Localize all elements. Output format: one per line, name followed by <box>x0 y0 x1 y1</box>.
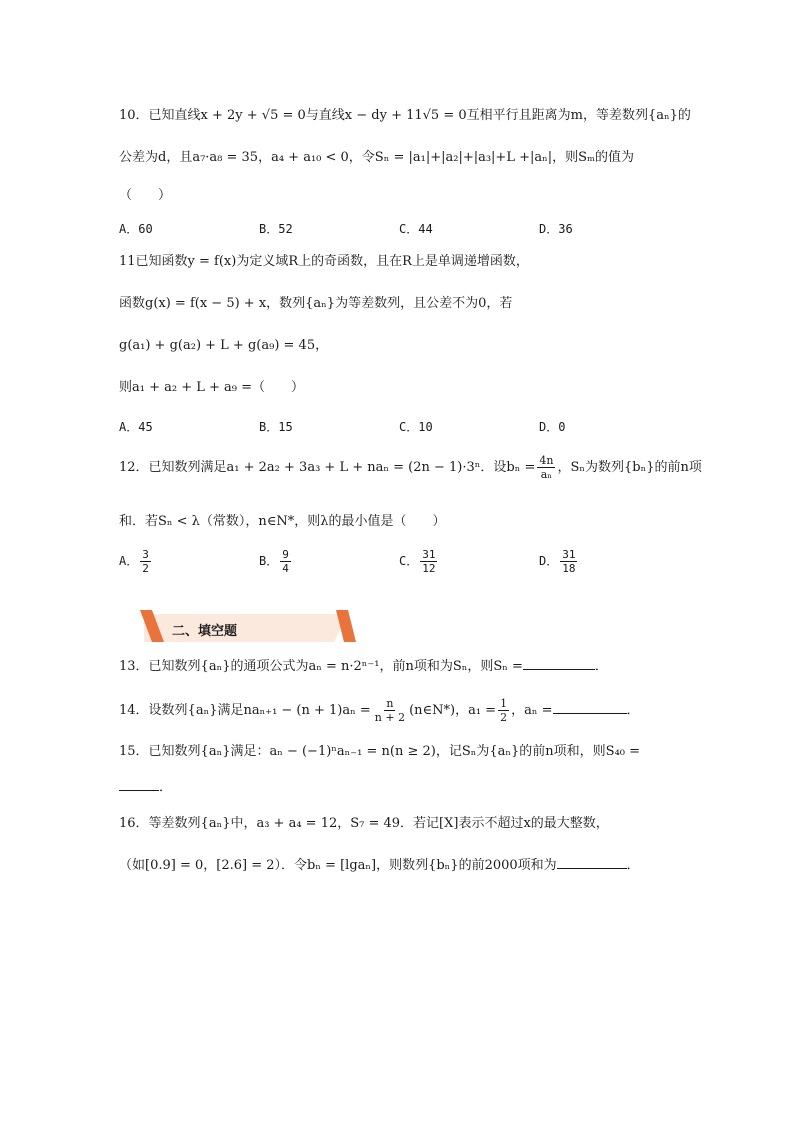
q12-option-c <box>399 548 439 575</box>
q11-option-c: C．10 <box>399 420 433 434</box>
section-title: 二、填空题 <box>172 624 238 639</box>
q14-frac-num: n <box>386 697 394 710</box>
q12-option-a <box>119 548 153 575</box>
q15-answer-blank[interactable] <box>119 778 159 791</box>
q14-a1-den: 2 <box>500 711 508 724</box>
q10-line2: 公差为d，且a₇·a₈ = 35，a₄ + a₁₀ < 0，令Sₙ = |a₁|+|a₂|+|a₃|+L +|aₙ|，则Sₘ的值为 <box>119 150 634 165</box>
q12-line1 <box>119 454 702 481</box>
q12-line1-start: 12．已知数列满足a₁ + 2a₂ + 3a₃ + L + naₙ = (2n − 1)·3ⁿ．设bₙ = <box>119 460 536 475</box>
q15-line1: 15．已知数列{aₙ}满足：aₙ − (−1)ⁿaₙ₋₁ = n(n ≥ 2)，记Sₙ为{aₙ}的前n项和，则S₄₀ = <box>119 744 641 759</box>
q12-option-c-num: 31 <box>422 548 436 561</box>
q13-line <box>119 657 608 677</box>
q12-option-c-den: 12 <box>422 562 436 575</box>
q11-option-b: B．15 <box>259 420 293 434</box>
q10-line1: 10．已知直线x + 2y + √5 = 0与直线x − dy + 11√5 = 0互相平行且距离为m，等差数列{aₙ}的 <box>119 108 691 123</box>
q12-option-d-num: 31 <box>562 548 576 561</box>
q14-a1-num: 1 <box>500 697 508 710</box>
q14-fraction <box>373 697 407 724</box>
q12-option-d-letter: D． <box>539 554 559 568</box>
q14-text-c: ，aₙ = <box>511 703 553 718</box>
q12-option-a-den: 2 <box>142 562 149 575</box>
q15-line2 <box>119 778 172 798</box>
q14-frac-den: n + 2 <box>374 711 406 724</box>
q12-option-b-fraction <box>280 548 291 575</box>
q16-end: ． <box>626 858 640 873</box>
q14-a1-fraction <box>498 697 509 724</box>
q10-option-b: B．52 <box>259 222 293 236</box>
q11-line2: 函数g(x) = f(x − 5) + x，数列{aₙ}为等差数列，且公差不为0，若 <box>119 296 513 311</box>
q15-end: ． <box>159 780 173 795</box>
q14-text-b: (n∈N*)，a₁ = <box>409 703 497 718</box>
section-banner <box>138 610 356 646</box>
q11-option-a: A．45 <box>119 420 153 434</box>
q14-text-a: 14．设数列{aₙ}满足naₙ₊₁ − (n + 1)aₙ = <box>119 703 371 718</box>
q12-option-d-den: 18 <box>562 562 576 575</box>
q11-line1: 11已知函数y = f(x)为定义域R上的奇函数，且在R上是单调递增函数， <box>119 254 529 269</box>
q10-option-c: C．44 <box>399 222 433 236</box>
q12-option-a-letter: A． <box>119 554 139 568</box>
q16-text: （如[0.9] = 0，[2.6] = 2）．令bₙ = [lgaₙ]，则数列{bₙ}的前2000项和为 <box>119 858 557 873</box>
q14-line <box>119 697 640 724</box>
q12-option-b-num: 9 <box>282 548 289 561</box>
q12-line1-end: ，Sₙ为数列{bₙ}的前n项 <box>557 460 702 475</box>
q10-option-a: A．60 <box>119 222 153 236</box>
q13-answer-blank[interactable] <box>523 657 595 670</box>
q13-text: 13．已知数列{aₙ}的通项公式为aₙ = n·2ⁿ⁻¹，前n项和为Sₙ，则Sₙ = <box>119 659 523 674</box>
q12-option-b <box>259 548 293 575</box>
q16-line2 <box>119 856 640 876</box>
q12-b-fraction <box>537 454 555 481</box>
q14-answer-blank[interactable] <box>553 701 627 714</box>
q13-end: ． <box>594 659 608 674</box>
q11-option-d: D．0 <box>539 420 566 434</box>
q12-option-d <box>539 548 579 575</box>
q12-option-d-fraction <box>560 548 577 575</box>
q11-line4: 则a₁ + a₂ + L + a₉ =（ ） <box>119 380 305 395</box>
q12-option-a-num: 3 <box>142 548 149 561</box>
q10-option-d: D．36 <box>539 222 573 236</box>
q10-paren: （ ） <box>119 188 172 203</box>
q12-b-numerator: 4n <box>539 454 554 467</box>
q12-b-denominator: aₙ <box>540 468 553 481</box>
q12-option-a-fraction <box>140 548 151 575</box>
q16-line1: 16．等差数列{aₙ}中，a₃ + a₄ = 12，S₇ = 49．若记[X]表示不超过x的最大整数， <box>119 816 609 831</box>
q12-line2: 和．若Sₙ < λ（常数），n∈N*，则λ的最小值是（ ） <box>119 514 446 529</box>
q12-option-b-den: 4 <box>282 562 289 575</box>
q12-option-b-letter: B． <box>259 554 279 568</box>
q14-end: ． <box>626 703 640 718</box>
q11-line3: g(a₁) + g(a₂) + L + g(a₉) = 45， <box>119 338 329 353</box>
q12-option-c-fraction <box>420 548 437 575</box>
q16-answer-blank[interactable] <box>557 856 627 869</box>
q12-option-c-letter: C． <box>399 554 419 568</box>
